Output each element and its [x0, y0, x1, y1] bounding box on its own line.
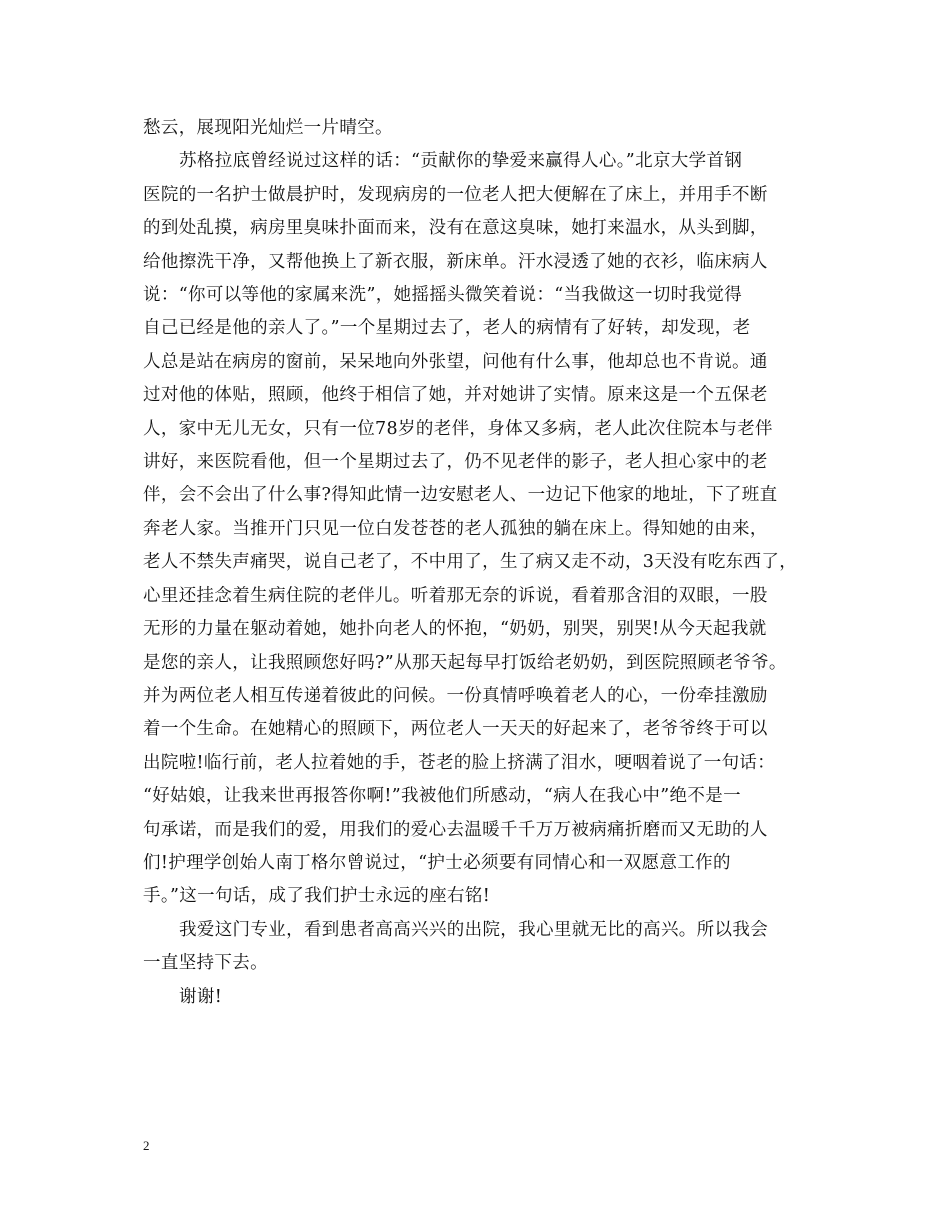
page-number: 2 — [143, 1138, 150, 1153]
document-body — [143, 112, 824, 1014]
text-line: 伴，会不会出了什么事?得知此情一边安慰老人、一边记下他家的地址，下了班直 — [143, 485, 778, 506]
closing-line: 谢谢! — [179, 986, 223, 1007]
text-line: 人总是站在病房的窗前，呆呆地向外张望，问他有什么事，他却总也不肯说。通 — [143, 351, 768, 372]
text-line: 们!护理学创始人南丁格尔曾说过，“护士必须要有同情心和一双愿意工作的 — [143, 852, 731, 873]
text-line: 自己已经是他的亲人了。”一个星期过去了，老人的病情有了好转，却发现，老 — [143, 318, 751, 339]
text-line: 心里还挂念着生病住院的老伴儿。听着那无奈的诉说，看着那含泪的双眼，一股 — [143, 585, 768, 606]
text-line: 句承诺，而是我们的爱，用我们的爱心去温暖千千万万被病痛折磨而又无助的人 — [143, 819, 768, 840]
text-line: 奔老人家。当推开门只见一位白发苍苍的老人孤独的躺在床上。得知她的由来， — [143, 518, 768, 539]
text-line: 说：“你可以等他的家属来洗”，她摇摇头微笑着说：“当我做这一切时我觉得 — [143, 285, 743, 306]
text-line: 老人不禁失声痛哭，说自己老了，不中用了，生了病又走不动，3天没有吃东西了， — [143, 552, 798, 573]
text-line: 愁云，展现阳光灿烂一片晴空。 — [143, 118, 393, 138]
text-line: 并为两位老人相互传递着彼此的问候。一份真情呼唤着老人的心，一份牵挂激励 — [143, 685, 768, 706]
text-line: 的到处乱摸，病房里臭味扑面而来，没有在意这臭味，她打来温水，从头到脚， — [143, 218, 768, 239]
paragraph-first-line: 我爱这门专业，看到患者高高兴兴的出院，我心里就无比的高兴。所以我会 — [179, 919, 769, 940]
text-line: 过对他的体贴，照顾，他终于相信了她，并对她讲了实情。原来这是一个五保老 — [143, 385, 768, 406]
text-line: 是您的亲人，让我照顾您好吗?”从那天起每早打饭给老奶奶，到医院照顾老爷爷。 — [143, 652, 787, 673]
text-line: 给他擦洗干净，又帮他换上了新衣服，新床单。汗水浸透了她的衣衫，临床病人 — [143, 251, 768, 272]
text-line: 着一个生命。在她精心的照顾下，两位老人一天天的好起来了，老爷爷终于可以 — [143, 719, 768, 740]
text-line: “好姑娘，让我来世再报答你啊!”我被他们所感动，“病人在我心中”绝不是一 — [143, 786, 741, 807]
text-line: 一直坚持下去。 — [143, 953, 268, 974]
text-line: 医院的一名护士做晨护时，发现病房的一位老人把大便解在了床上，并用手不断 — [143, 184, 768, 205]
text-line: 无形的力量在躯动着她，她扑向老人的怀抱，“奶奶，别哭，别哭!从今天起我就 — [143, 619, 767, 640]
paragraph-first-line: 苏格拉底曾经说过这样的话：“贡献你的挚爱来赢得人心。”北京大学首钢 — [179, 151, 743, 172]
text-line: 手。”这一句话，成了我们护士永远的座右铭! — [143, 886, 491, 907]
text-line: 人，家中无儿无女，只有一位78岁的老伴，身体又多病，老人此次住院本与老伴 — [143, 418, 773, 439]
text-line: 讲好，来医院看他，但一个星期过去了，仍不见老伴的影子，老人担心家中的老 — [143, 452, 768, 473]
text-line: 出院啦!临行前，老人拉着她的手，苍老的脸上挤满了泪水，哽咽着说了一句话： — [143, 752, 776, 773]
